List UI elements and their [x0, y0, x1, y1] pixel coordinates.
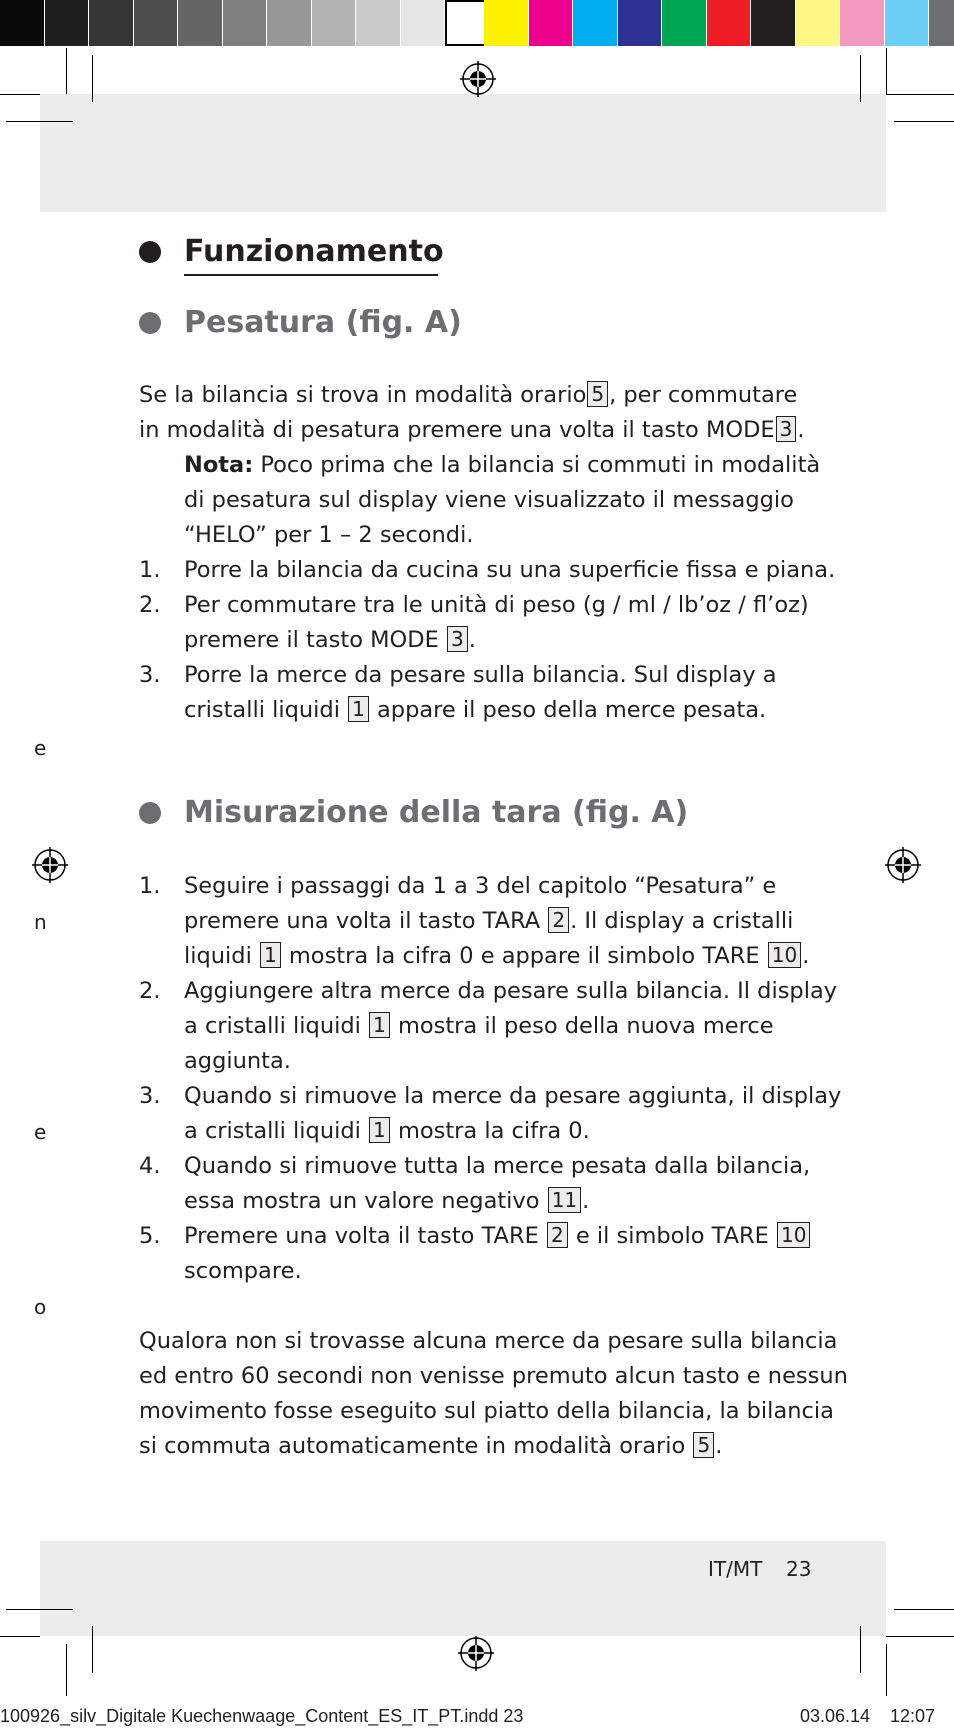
- registration-mark-icon: [885, 847, 921, 883]
- step-line: Quando si rimuove tutta la merce pesata dalla bilancia,: [184, 1153, 811, 1179]
- gray-swatch: [356, 0, 400, 46]
- step-line: Per commutare tra le unità di peso (g / ml / lb’oz / fl’oz): [184, 592, 809, 618]
- heading-bullet-icon: [139, 312, 161, 334]
- footer-band: [40, 1541, 886, 1636]
- figure-ref: 11: [548, 1187, 581, 1213]
- figure-ref: 10: [777, 1222, 810, 1248]
- step-number: 5.: [139, 1223, 161, 1249]
- note-line: Nota: Poco prima che la bilancia si commuti in modalità: [184, 452, 821, 478]
- crop-mark: [66, 1644, 67, 1696]
- crop-mark: [860, 55, 861, 102]
- heading-bullet-icon: [139, 241, 161, 263]
- crop-mark: [894, 1609, 954, 1610]
- gray-swatch: [89, 0, 133, 46]
- process-swatch: [484, 0, 528, 46]
- registration-mark-icon: [32, 847, 68, 883]
- crop-mark: [886, 1644, 887, 1696]
- step-number: 1.: [139, 557, 161, 583]
- gray-swatch: [312, 0, 356, 46]
- margin-fragment: o: [34, 1295, 47, 1319]
- crop-mark: [886, 1636, 954, 1637]
- process-swatch: [840, 0, 884, 46]
- process-swatch: [796, 0, 840, 46]
- step-number: 4.: [139, 1153, 161, 1179]
- process-swatch: [662, 0, 706, 46]
- crop-mark: [0, 1636, 40, 1637]
- margin-fragment: e: [34, 1120, 47, 1144]
- note-line: “HELO” per 1 – 2 secondi.: [184, 522, 474, 548]
- section-heading-tara: Misurazione della tara (fig. A): [184, 795, 689, 830]
- step-line: cristalli liquidi 1 appare il peso della merce pesata.: [184, 697, 767, 723]
- process-swatch: [573, 0, 617, 46]
- crop-mark: [92, 1626, 93, 1673]
- step-number: 3.: [139, 1083, 161, 1109]
- step-line: liquidi 1 mostra la cifra 0 e appare il simbolo TARE 10 .: [184, 943, 810, 969]
- figure-ref: 1: [348, 696, 369, 722]
- figure-ref: 3: [776, 416, 797, 442]
- step-number: 1.: [139, 873, 161, 899]
- gray-swatch: [0, 0, 44, 46]
- gray-swatch: [445, 0, 489, 46]
- figure-ref: 1: [369, 1117, 390, 1143]
- gray-swatch: [401, 0, 445, 46]
- registration-mark-icon: [458, 1635, 494, 1671]
- figure-ref: 1: [260, 942, 281, 968]
- header-band: [40, 94, 886, 212]
- note-label: Nota:: [184, 452, 254, 478]
- slug-filename: 100926_silv_Digitale Kuechenwaage_Content_ES_IT_PT.indd 23: [0, 1706, 524, 1726]
- paragraph-line: Se la bilancia si trova in modalità orario 5 , per commutare: [139, 382, 798, 408]
- process-swatch: [707, 0, 751, 46]
- slug-date: 03.06.14: [800, 1706, 871, 1726]
- section-heading-pesatura: Pesatura (fig. A): [184, 305, 462, 340]
- step-line: premere il tasto MODE 3 .: [184, 627, 476, 653]
- footer-language: IT/MT: [708, 1557, 763, 1581]
- gray-swatch: [134, 0, 178, 46]
- paragraph-line: ed entro 60 secondi non venisse premuto alcun tasto e nessun: [139, 1363, 848, 1389]
- step-line: Premere una volta il tasto TARE 2 e il simbolo TARE 10: [184, 1219, 811, 1254]
- margin-fragment: n: [34, 910, 47, 934]
- section-heading-funzionamento: Funzionamento: [184, 234, 444, 269]
- figure-ref: 2: [547, 1222, 568, 1248]
- slug-time: 12:07: [890, 1706, 936, 1726]
- figure-ref: 5: [693, 1432, 714, 1458]
- paragraph-line: Qualora non si trovasse alcuna merce da pesare sulla bilancia: [139, 1328, 838, 1354]
- note-line: di pesatura sul display viene visualizzato il messaggio: [184, 487, 794, 513]
- step-number: 3.: [139, 662, 161, 688]
- step-line: Quando si rimuove la merce da pesare aggiunta, il display: [184, 1083, 842, 1109]
- step-line: aggiunta.: [184, 1048, 291, 1074]
- paragraph-line: si commuta automaticamente in modalità orario 5 .: [139, 1433, 723, 1459]
- crop-mark: [860, 1626, 861, 1673]
- crop-mark: [0, 94, 40, 95]
- gray-swatch: [267, 0, 311, 46]
- color-calibration-bar: [0, 0, 954, 48]
- step-line: scompare.: [184, 1258, 302, 1284]
- registration-mark-icon: [460, 61, 496, 97]
- crop-mark: [6, 1609, 73, 1610]
- process-swatch: [529, 0, 573, 46]
- margin-fragment: e: [34, 736, 47, 760]
- figure-ref: 10: [768, 942, 801, 968]
- step-line: Porre la bilancia da cucina su una superficie fissa e piana.: [184, 557, 836, 583]
- gray-swatch: [45, 0, 89, 46]
- paragraph-line: in modalità di pesatura premere una volta il tasto MODE 3 .: [139, 417, 805, 443]
- crop-mark: [92, 55, 93, 102]
- heading-bullet-icon: [139, 802, 161, 824]
- gray-swatch: [223, 0, 267, 46]
- process-swatch: [885, 0, 929, 46]
- step-line: Aggiungere altra merce da pesare sulla bilancia. Il display: [184, 978, 838, 1004]
- step-line: premere una volta il tasto TARA 2 . Il display a cristalli: [184, 908, 794, 934]
- heading-underline: [184, 274, 438, 276]
- step-number: 2.: [139, 978, 161, 1004]
- step-line: Porre la merce da pesare sulla bilancia. Sul display a: [184, 662, 777, 688]
- process-swatch: [618, 0, 662, 46]
- figure-ref: 1: [369, 1012, 390, 1038]
- crop-mark: [894, 121, 954, 122]
- step-number: 2.: [139, 592, 161, 618]
- page-number: 23: [786, 1557, 812, 1581]
- figure-ref: 5: [587, 381, 608, 407]
- crop-mark: [66, 48, 67, 94]
- paragraph-line: movimento fosse eseguito sul piatto della bilancia, la bilancia: [139, 1398, 834, 1424]
- step-line: Seguire i passaggi da 1 a 3 del capitolo “Pesatura” e: [184, 873, 777, 899]
- crop-mark: [886, 48, 887, 94]
- step-line: a cristalli liquidi 1 mostra la cifra 0.: [184, 1118, 590, 1144]
- step-line: essa mostra un valore negativo 11 .: [184, 1188, 590, 1214]
- process-swatch: [751, 0, 795, 46]
- figure-ref: 2: [548, 907, 569, 933]
- crop-mark: [6, 121, 73, 122]
- crop-mark: [886, 94, 954, 95]
- gray-swatch: [178, 0, 222, 46]
- process-swatch: [929, 0, 954, 46]
- step-line: a cristalli liquidi 1 mostra il peso della nuova merce: [184, 1013, 774, 1039]
- figure-ref: 3: [447, 626, 468, 652]
